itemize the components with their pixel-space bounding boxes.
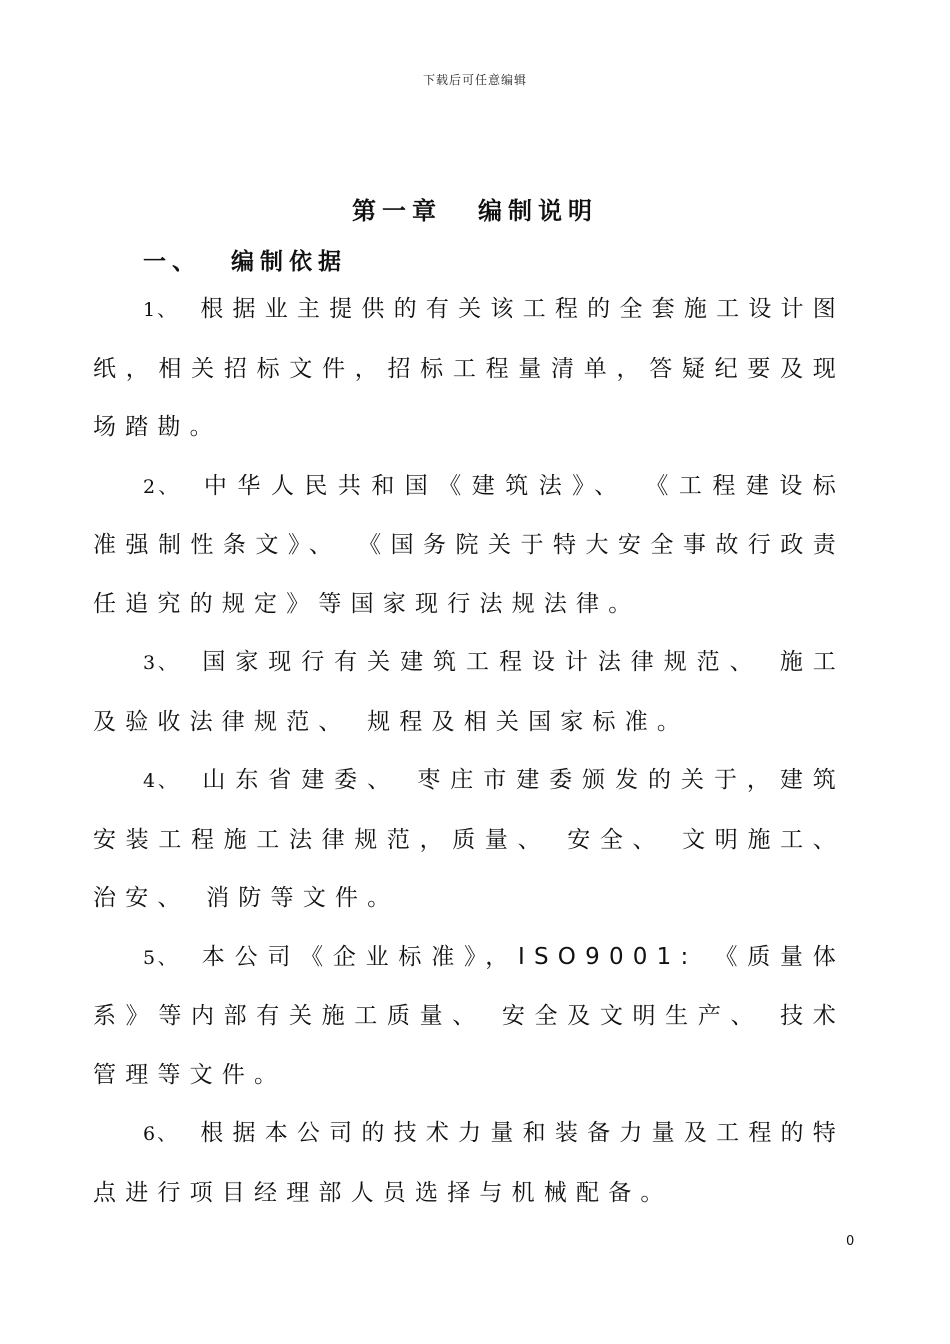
item-text: 山东省建委、 枣庄市建委颁发的关于，建筑安装工程施工法律规范，质量、 安全、 文明施工、 治安、 消防等文件。	[93, 767, 846, 911]
basis-item-1	[93, 280, 845, 457]
basis-item-6	[93, 1104, 845, 1222]
basis-item-5	[93, 928, 845, 1105]
basis-item-3	[93, 633, 845, 751]
section-name: 编制依据	[231, 249, 347, 275]
header-note: 下载后可任意编辑	[422, 73, 527, 87]
item-text: 中华人民共和国《建筑法》、 《工程建设标准强制性条文》、 《国务院关于特大安全事故行政责任追究的规定》等国家现行法规法律。	[93, 472, 846, 617]
section-title	[143, 243, 347, 276]
chapter-number: 第一章	[352, 197, 442, 225]
page-number: 0	[846, 1234, 855, 1249]
item-number: 5、	[143, 946, 180, 969]
chapter-title	[0, 191, 950, 226]
item-number: 6、	[143, 1123, 179, 1145]
item-text: 国家现行有关建筑工程设计法律规范、 施工及验收法律规范、 规程及相关国家标准。	[93, 649, 846, 735]
section-number: 一、	[143, 249, 201, 275]
item-number: 1、	[143, 299, 179, 321]
document-body	[93, 280, 845, 1222]
item-text: 本公司《企业标准》，ISO9001: 《质量体系》等内部有关施工质量、 安全及文明生产、 技术管理等文件。	[93, 943, 845, 1088]
chapter-name: 编制说明	[478, 197, 598, 225]
item-text: 根据本公司的技术力量和装备力量及工程的特点进行项目经理部人员选择与机械配备。	[93, 1120, 845, 1206]
basis-item-2	[93, 457, 845, 634]
item-number: 3、	[143, 652, 180, 674]
item-number: 4、	[143, 770, 180, 792]
item-number: 2、	[143, 475, 181, 498]
item-text: 根据业主提供的有关该工程的全套施工设计图纸，相关招标文件，招标工程量清单，答疑纪要及现场踏勘。	[93, 296, 845, 440]
basis-item-4	[93, 751, 845, 928]
